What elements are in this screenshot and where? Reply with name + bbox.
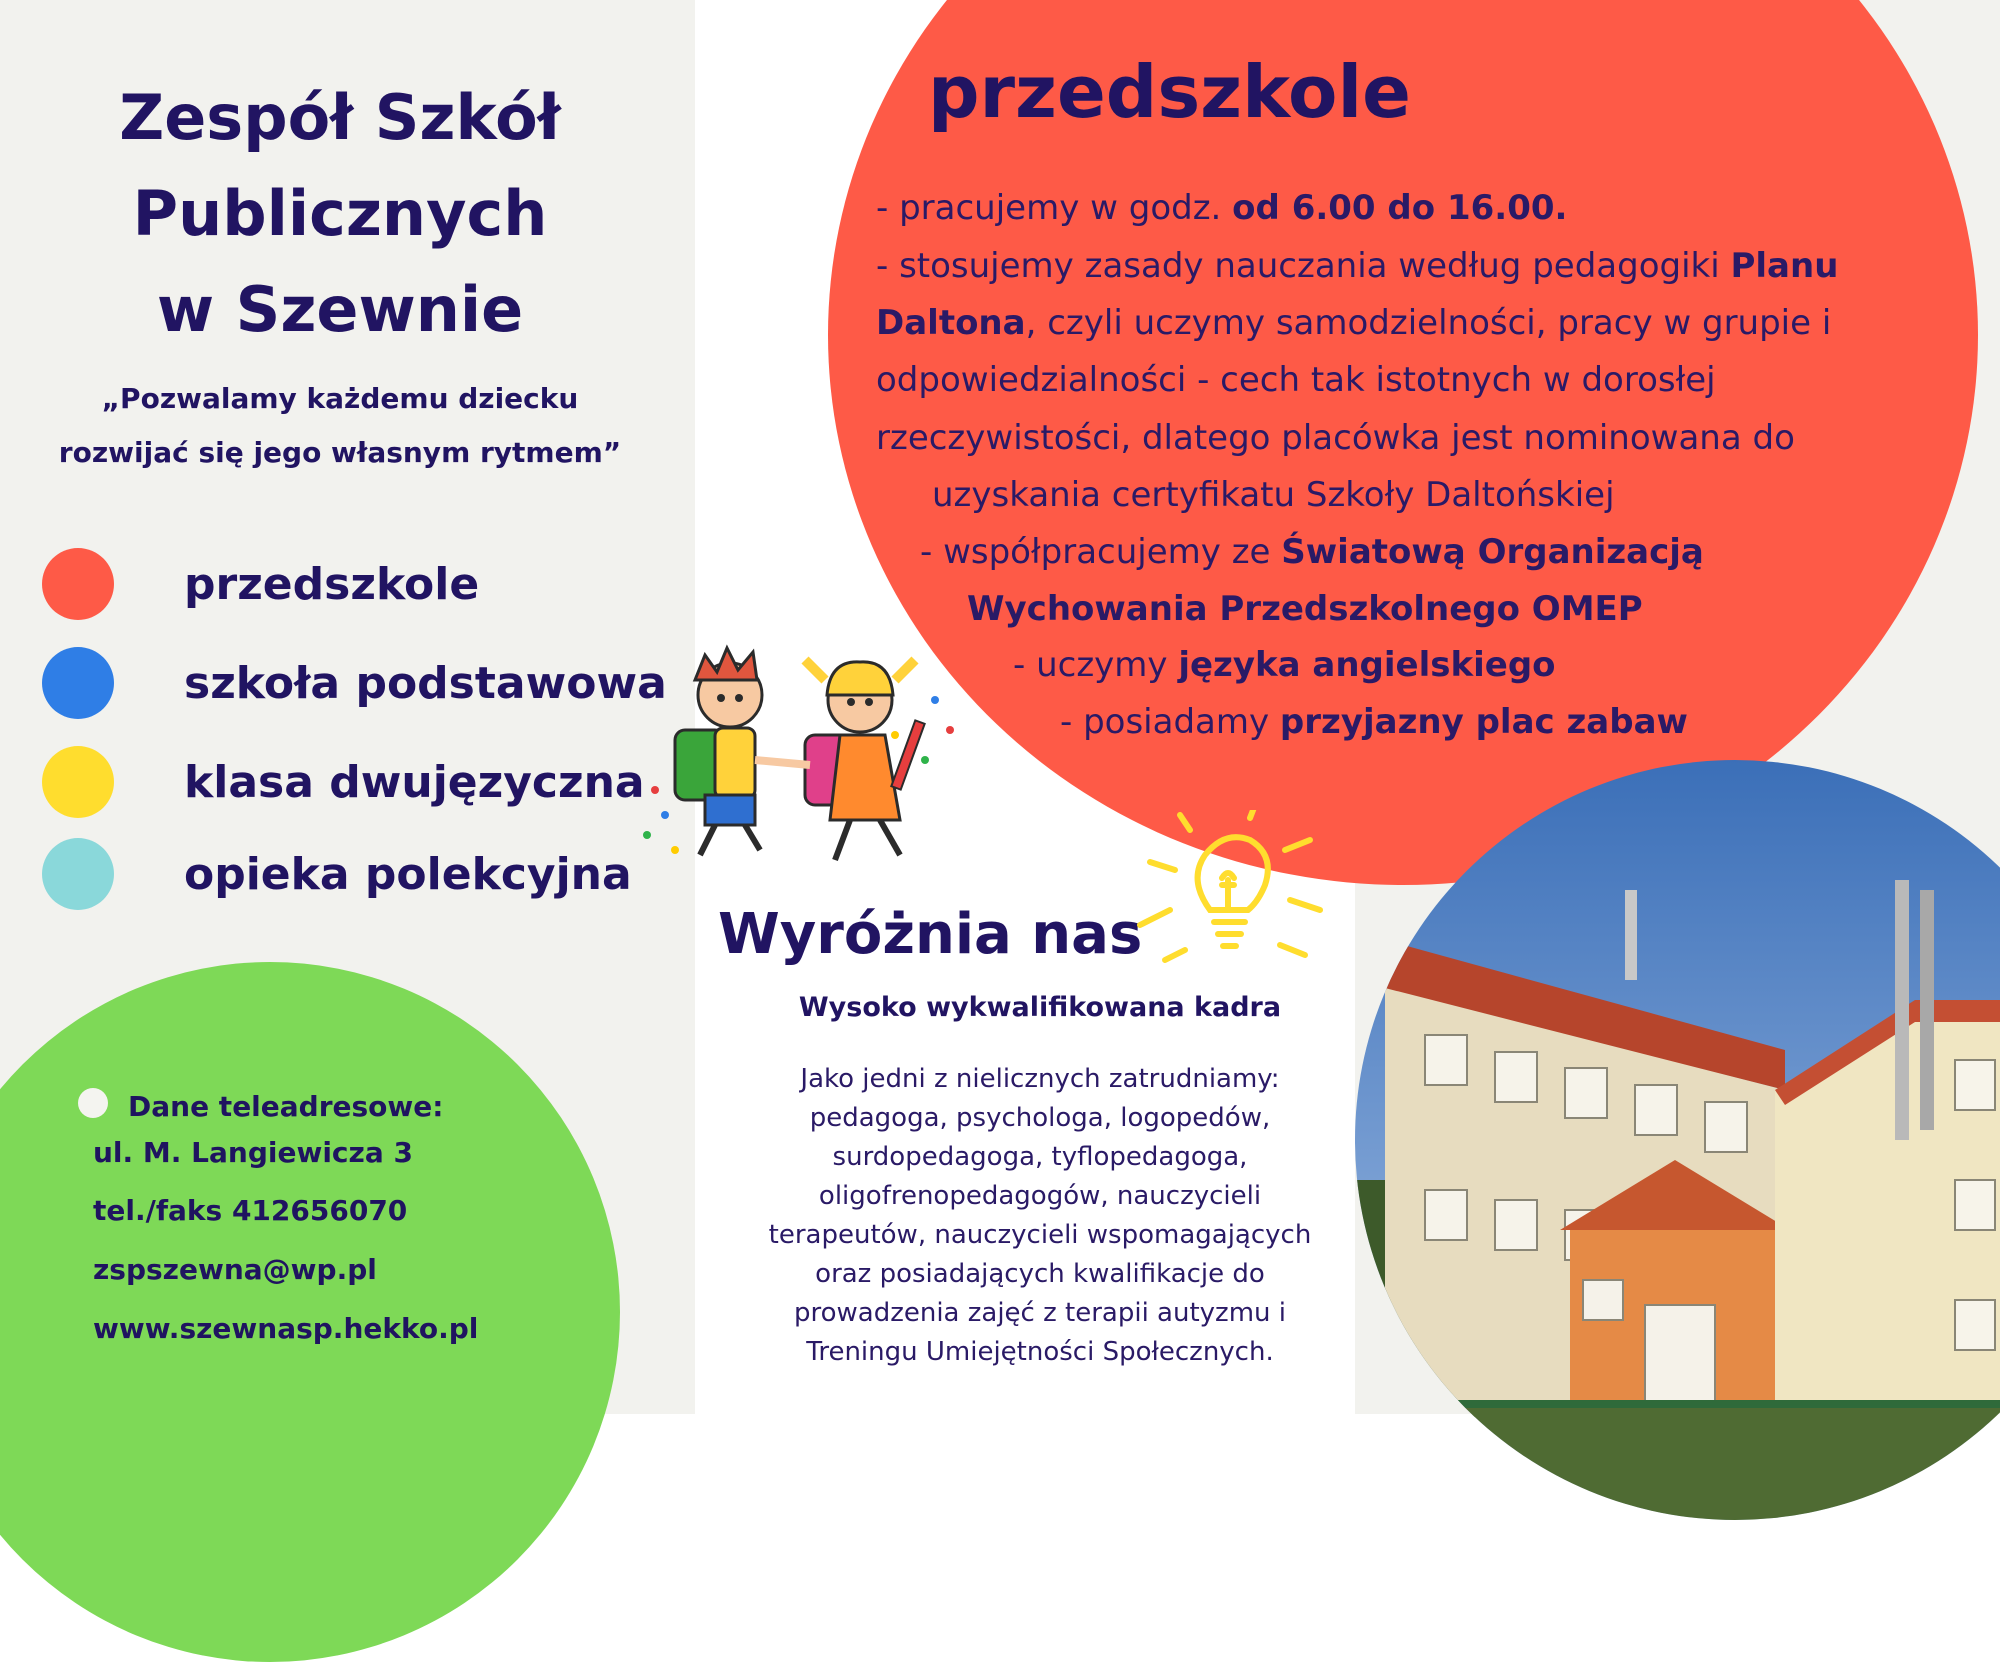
school-name xyxy=(40,70,640,358)
contact-phone: tel./faks 412656070 xyxy=(93,1194,408,1227)
legend-label: opieka polekcyjna xyxy=(184,848,632,900)
lightbulb-icon xyxy=(1130,810,1330,980)
preschool-text: - pracujemy w godz. xyxy=(876,188,1233,228)
preschool-line-hours xyxy=(876,180,1567,237)
legend-item-bilingual-class xyxy=(42,746,645,818)
legend-item-after-school-care xyxy=(42,838,632,910)
preschool-line-dalton-2 xyxy=(876,295,1831,352)
children-with-backpacks-icon xyxy=(635,640,965,870)
school-name-line-3: w Szewnie xyxy=(156,273,524,346)
preschool-bold-text: Wychowania Przedszkolnego OMEP xyxy=(967,589,1643,629)
motto-line-2: rozwijać się jego własnym rytmem” xyxy=(58,436,622,469)
preschool-text: , czyli uczymy samodzielności, pracy w grupie i xyxy=(1025,303,1832,343)
legend-item-preschool xyxy=(42,548,479,620)
legend-dot-yellow xyxy=(42,746,114,818)
motto-line-1: „Pozwalamy każdemu dziecku xyxy=(101,382,579,415)
preschool-line-6: uzyskania certyfikatu Szkoły Daltońskiej xyxy=(932,475,1615,515)
legend-item-primary-school xyxy=(42,647,667,719)
preschool-title: przedszkole xyxy=(928,50,1412,134)
preschool-line-5: rzeczywistości, dlatego placówka jest nominowana do xyxy=(876,418,1795,458)
legend-label: przedszkole xyxy=(184,558,480,610)
preschool-line-english xyxy=(1013,637,1556,694)
school-name-line-2: Publicznych xyxy=(132,177,548,250)
features-text-line: oligofrenopedagogów, nauczycieli xyxy=(818,1181,1262,1211)
preschool-text: - współpracujemy ze xyxy=(920,532,1282,572)
contact-bullet-icon xyxy=(78,1088,108,1118)
preschool-line-dalton xyxy=(876,238,1838,295)
features-text-line: surdopedagoga, tyflopedagoga, xyxy=(832,1142,1248,1172)
preschool-bold-text: przyjazny plac zabaw xyxy=(1279,702,1688,742)
features-text xyxy=(705,1060,1375,1372)
school-name-line-1: Zespół Szkół xyxy=(119,81,561,154)
preschool-line-playground xyxy=(1060,694,1688,751)
legend-dot-blue xyxy=(42,647,114,719)
features-text-line: Treningu Umiejętności Społecznych. xyxy=(806,1337,1274,1367)
preschool-bold-text: języka angielskiego xyxy=(1178,645,1556,685)
features-text-line: terapeutów, nauczycieli wspomagających xyxy=(768,1220,1312,1250)
preschool-text: - stosujemy zasady nauczania według pedagogiki xyxy=(876,246,1731,286)
features-text-line: pedagoga, psychologa, logopedów, xyxy=(809,1103,1271,1133)
features-subtitle: Wysoko wykwalifikowana kadra xyxy=(798,992,1282,1023)
preschool-line-omep xyxy=(920,524,1704,581)
preschool-bold-text: Światową Organizacją xyxy=(1281,532,1704,572)
contact-website[interactable]: www.szewnasp.hekko.pl xyxy=(93,1312,479,1345)
school-motto xyxy=(20,372,660,480)
preschool-bold-text: Planu xyxy=(1730,246,1839,286)
features-text-line: prowadzenia zajęć z terapii autyzmu i xyxy=(793,1298,1286,1328)
legend-dot-red xyxy=(42,548,114,620)
contact-email[interactable]: zspszewna@wp.pl xyxy=(93,1253,377,1286)
contact-address: ul. M. Langiewicza 3 xyxy=(93,1136,413,1169)
legend-label: klasa dwujęzyczna xyxy=(184,756,645,808)
preschool-line-omep-2 xyxy=(967,581,1643,638)
features-text-line: Jako jedni z nielicznych zatrudniamy: xyxy=(800,1064,1280,1094)
features-text-line: oraz posiadających kwalifikacje do xyxy=(815,1259,1265,1289)
legend-label: szkoła podstawowa xyxy=(184,657,667,709)
features-title: Wyróżnia nas xyxy=(718,902,1143,967)
preschool-text: - uczymy xyxy=(1013,645,1179,685)
contact-heading: Dane teleadresowe: xyxy=(128,1090,444,1123)
preschool-line-4: odpowiedzialności - cech tak istotnych w dorosłej xyxy=(876,360,1716,400)
preschool-text: - posiadamy xyxy=(1060,702,1280,742)
preschool-bold-text: od 6.00 do 16.00. xyxy=(1232,188,1568,228)
preschool-bold-text: Daltona xyxy=(876,303,1026,343)
legend-dot-teal xyxy=(42,838,114,910)
